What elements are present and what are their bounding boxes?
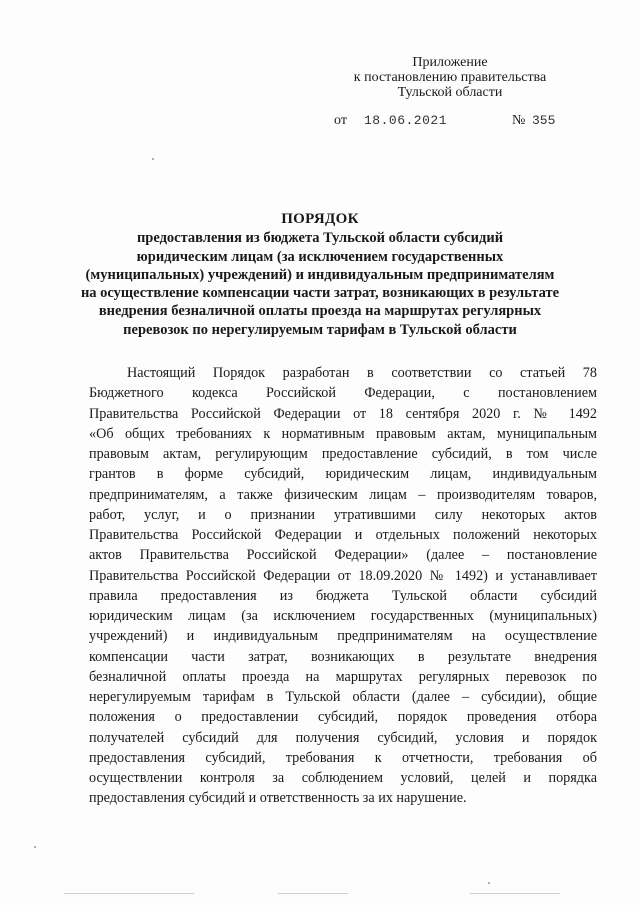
scan-speck	[488, 882, 490, 884]
scan-speck	[34, 846, 36, 848]
resolution-date: 18.06.2021	[364, 113, 448, 128]
number-label: №	[512, 113, 526, 128]
body-line: правила предоставления из бюджета Тульской области субсидий	[89, 587, 597, 604]
body-line: получателей субсидий для получения субсидий, условия и порядок	[89, 729, 597, 746]
body-line: предпринимателям, а также физическим лицам – производителям товаров,	[89, 486, 597, 503]
document-title	[60, 210, 580, 339]
title-line: на осуществление компенсации части затрат, возникающих в результате	[80, 285, 560, 302]
body-paragraph	[89, 363, 597, 809]
title-heading: ПОРЯДОК	[281, 211, 359, 227]
body-line: нерегулируемым тарифам в Тульской области (далее – субсидии), общие	[89, 689, 597, 705]
scan-edge-mark	[64, 893, 194, 894]
scan-edge-mark	[470, 893, 560, 894]
title-line: перевозок по нерегулируемым тарифам в Тульской области	[123, 321, 517, 338]
date-from-label: от	[334, 113, 347, 128]
body-line: предоставления субсидий и ответственность за их нарушение.	[89, 790, 467, 807]
appendix-line-1: Приложение	[412, 55, 488, 70]
body-line: Правительства Российской Федерации и отдельных положений некоторых	[89, 527, 597, 543]
appendix-line-2: к постановлению правительства	[353, 70, 547, 85]
body-line: безналичной оплаты проезда на маршрутах регулярных перевозок по	[89, 668, 597, 685]
body-line: положения о предоставлении субсидий, порядок проведения отбора	[89, 709, 597, 726]
body-line: Правительства Российской Федерации от 18.09.2020 № 1492) и устанавливает	[89, 567, 597, 584]
body-line: осуществлении контроля за соблюдением условий, целей и порядка	[89, 770, 597, 786]
body-line: юридическим лицам (за исключением государственных (муниципальных)	[89, 608, 597, 624]
body-line: Настоящий Порядок разработан в соответствии со статьей 78	[127, 365, 597, 381]
appendix-line-3: Тульской области	[397, 85, 503, 100]
appendix-header	[330, 55, 570, 100]
body-line: Бюджетного кодекса Российской Федерации, с постановлением	[89, 385, 597, 402]
title-line: внедрения безналичной оплаты проезда на маршрутах регулярных	[98, 303, 542, 320]
resolution-number: 355	[532, 113, 556, 128]
body-line: грантов в форме субсидий, юридическим лицам, индивидуальным	[89, 466, 597, 483]
body-line: компенсации части затрат, возникающих в результате внедрения	[89, 648, 597, 665]
body-line: «Об общих требованиях к нормативным правовым актам, муниципальным	[89, 425, 597, 442]
title-line: (муниципальных) учреждений) и индивидуальным предпринимателям	[85, 266, 555, 283]
body-line: предоставления субсидий, требования к отчетности, требования об	[89, 749, 597, 766]
body-line: правовым актам, регулирующим предоставление субсидий, в том числе	[89, 446, 597, 462]
title-line: юридическим лицам (за исключением государственных	[136, 248, 504, 265]
body-line: работ, услуг, и о признании утратившими силу некоторых актов	[89, 506, 597, 523]
scan-speck	[152, 158, 154, 160]
title-line: предоставления из бюджета Тульской области субсидий	[136, 230, 504, 247]
body-line: учреждений) и индивидуальным предпринимателям на осуществление	[89, 628, 597, 645]
body-line: актов Правительства Российской Федерации» (далее – постановление	[89, 547, 597, 564]
body-line: Правительства Российской Федерации от 18 сентября 2020 г. № 1492	[89, 405, 597, 422]
scan-edge-mark	[278, 893, 348, 894]
